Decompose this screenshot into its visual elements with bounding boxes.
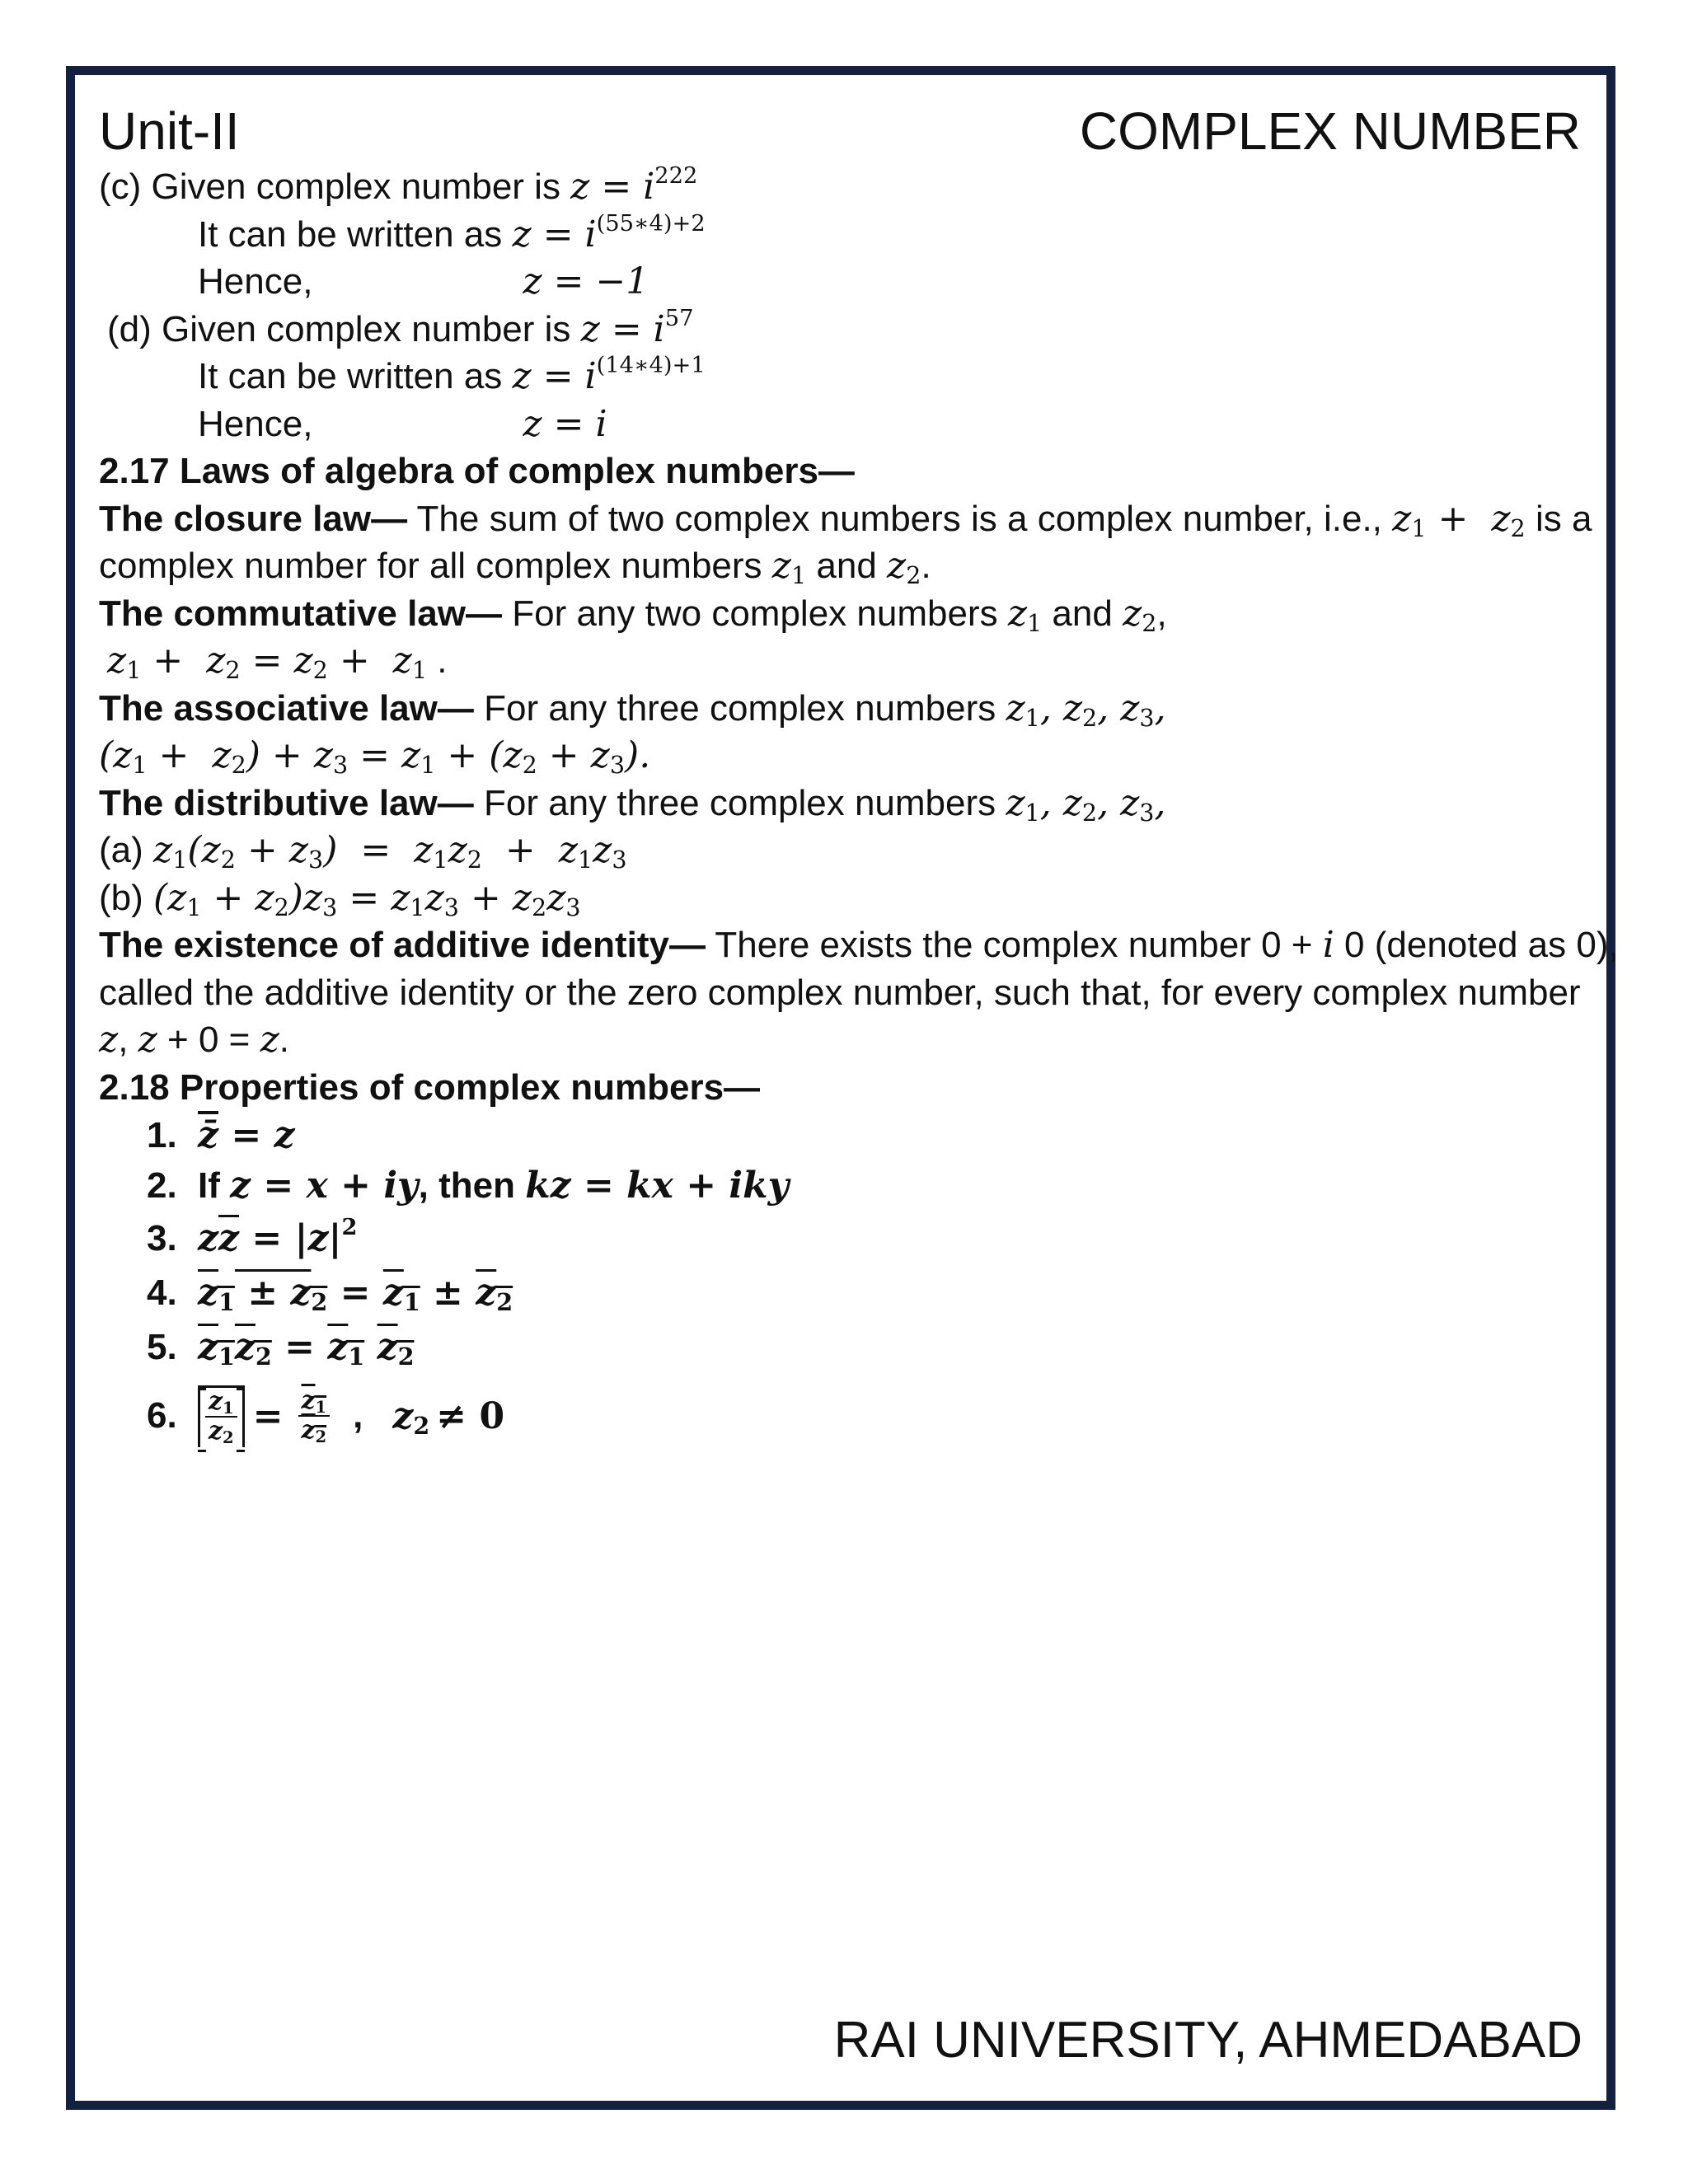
part-c-hence (99, 258, 1582, 306)
distributive-a-label: (a) (99, 830, 153, 870)
part-c-intro: (c) Given complex number is (99, 166, 571, 207)
associative-formula: $(z_1 + z_2) + z_3 = z_1 + (z_2 + z_3)$. (99, 734, 651, 780)
unit-label: Unit-II (99, 101, 240, 161)
part-c-written (99, 211, 1582, 259)
section-217-heading: 2.17 Laws of algebra of complex numbers— (99, 451, 855, 491)
property-number: 1. (147, 1115, 177, 1155)
property-number: 6. (147, 1395, 177, 1436)
z2: $z_2$ (1123, 592, 1157, 637)
part-d-hence-label: Hence, (198, 403, 313, 444)
additive-identity-end: z, z + 0 = z. (99, 1019, 290, 1061)
z1: $z_1$ (1007, 592, 1043, 637)
page-content (99, 162, 1619, 1457)
closure-law-text: The sum of two complex numbers is a complex number, i.e., (407, 498, 1393, 539)
additive-identity-cont: called the additive identity or the zero complex number, such that, for every complex number (99, 972, 1581, 1013)
commutative-and: and (1042, 593, 1123, 634)
part-c-written-exp: (55∗4)+2 (596, 210, 706, 237)
part-c-written-label: It can be written as (198, 213, 513, 255)
z1-z2-z3: $z_1$, $z_2$, $z_3$, (1006, 687, 1166, 732)
property-1: 1. z̄ = z (99, 1111, 1582, 1160)
part-d-written-exp: (14∗4)+1 (596, 352, 706, 378)
property-number: 3. (147, 1218, 177, 1258)
property-5: 5. $z_1z_2 = z_1$ $z_2$ (99, 1320, 1582, 1375)
additive-identity-text1b: 0 (denoted as 0), (1334, 925, 1619, 965)
part-d-written-expr: z = i (512, 355, 597, 397)
section-218-heading: 2.18 Properties of complex numbers— (99, 1066, 761, 1108)
chapter-title: COMPLEX NUMBER (1079, 101, 1581, 161)
footer-institution: RAI UNIVERSITY, AHMEDABAD (833, 2012, 1582, 2069)
property-number: 2. (147, 1165, 177, 1206)
closure-law-text3: complex number for all complex numbers (99, 546, 772, 586)
part-c-written-expr: z = i (512, 213, 597, 255)
part-d-written (99, 353, 1582, 401)
property-2-then: , then (418, 1165, 526, 1206)
property-6: 6. $\frac{z_1}{z_2}$ = $\frac{z_1}{z_2}$ , $z_2$ ≠ 0 (147, 1386, 505, 1447)
property-2-if: If (198, 1165, 231, 1206)
distributive-law (99, 780, 1582, 827)
closure-end: . (921, 546, 931, 586)
z1: $z_1$ (771, 545, 807, 590)
property-4: 4. $z_1 \pm z_2 = z_1 \pm z_2$ (99, 1266, 1582, 1320)
commutative-formula: $z_1 + z_2 = z_2 + z_1$ . (107, 640, 448, 685)
closure-law-text2: is a (1525, 498, 1592, 539)
part-c-expr: z = i (570, 166, 655, 208)
property-6-condition: ≠ 0 (436, 1394, 505, 1437)
commutative-law-text: For any two complex numbers (502, 593, 1008, 634)
additive-identity-label: The existence of additive identity— (99, 925, 706, 965)
part-d-intro: (d) Given complex number is (107, 308, 581, 349)
commutative-law (99, 590, 1582, 638)
closure-law-label: The closure law— (99, 498, 408, 539)
conjugate-quotient: $\frac{z_1}{z_2}$ (298, 1387, 331, 1445)
part-c-hence-expr: z = −1 (523, 260, 649, 302)
property-number: 5. (147, 1327, 177, 1367)
distributive-formula-a: (a) $z_1(z_2 + z_3) = z_1z_2 + z_1z_3$ (99, 829, 627, 874)
part-d-exp: 57 (664, 305, 694, 331)
part-d-line (99, 306, 1582, 354)
part-d-written-label: It can be written as (198, 356, 513, 396)
additive-identity-plus: + 0 = (157, 1019, 260, 1060)
property-number: 4. (147, 1272, 177, 1313)
distributive-law-text: For any three complex numbers (473, 782, 1006, 823)
conjugate-bracket: $\frac{z_1}{z_2}$ (198, 1385, 245, 1447)
commutative-law-label: The commutative law— (99, 593, 503, 634)
additive-identity-text1: There exists the complex number 0 + (705, 925, 1323, 965)
additive-identity: The existence of additive identity— There exists the complex number 0 + i 0 (denoted as 0), (99, 924, 1619, 966)
commutative-end: , (1156, 593, 1167, 634)
additive-identity-dot: . (279, 1019, 290, 1060)
additive-identity-sep: , (118, 1019, 138, 1060)
closure-expr: $z_1 + z_2$ (1392, 497, 1526, 542)
part-d-hence-expr: z = i (523, 402, 607, 445)
property-3: 3. $z\overline{z} = |z|^2$ (99, 1212, 1582, 1266)
associative-law-text: For any three complex numbers (473, 687, 1006, 729)
closure-and: and (806, 546, 888, 586)
part-c-hence-label: Hence, (198, 261, 313, 302)
z1-z2-z3: $z_1$, $z_2$, $z_3$, (1006, 781, 1166, 827)
associative-law (99, 685, 1582, 733)
property-2: 2. If z = x + iy, then kz = kx + iky (99, 1160, 1582, 1212)
distributive-formula-b: (b) $(z_1 + z_2)z_3 = z_1z_3 + z_2z_3$ (99, 876, 581, 921)
z2: $z_2$ (887, 545, 921, 590)
closure-law (99, 495, 1592, 543)
distributive-b-label: (b) (99, 877, 153, 918)
part-d-hence (99, 401, 1582, 448)
part-c-line (99, 163, 1582, 211)
closure-law-cont (99, 542, 1582, 590)
associative-law-label: The associative law— (99, 687, 474, 729)
distributive-law-label: The distributive law— (99, 782, 474, 823)
part-d-expr: z = i (580, 307, 665, 350)
part-c-exp: 222 (654, 162, 698, 189)
